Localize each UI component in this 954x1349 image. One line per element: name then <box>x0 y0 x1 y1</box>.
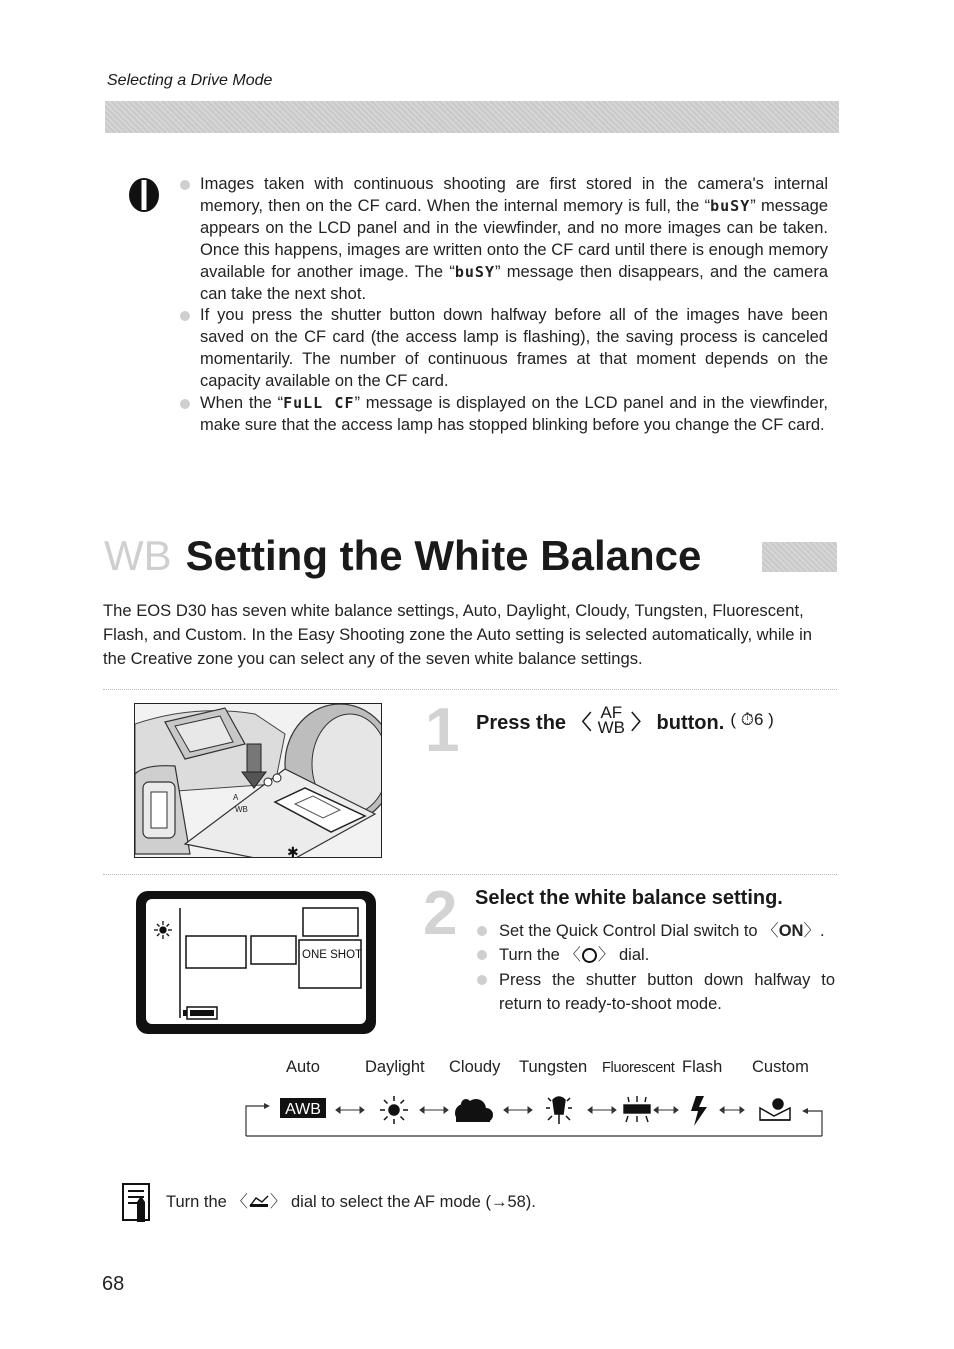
caution-item: If you press the shutter button down halfway before all of the images have been saved on the CF card (the access lamp is flashing), the saving process is canceled momentarily. The number of continuous frames at that moment depends on the capacity available on the CF card. <box>178 305 828 393</box>
wb-cycle-diagram <box>244 1090 826 1140</box>
lcd-panel-illustration <box>135 890 377 1035</box>
wb-label-cloudy: Cloudy <box>449 1058 501 1076</box>
daylight-icon <box>380 1096 408 1124</box>
fluorescent-icon <box>624 1096 650 1122</box>
wb-label-tungsten: Tungsten <box>519 1058 588 1076</box>
lcd-busy-text: buSY <box>454 262 495 281</box>
arrow-both-icon <box>420 1107 448 1113</box>
one-shot-label: ONE SHOT <box>302 949 363 961</box>
step2-item: Press the shutter button down halfway to return to ready-to-shoot mode. <box>475 968 835 1017</box>
step1-title: Press the 〈 AF WB 〉 button. ( ⏱6 ) <box>476 703 774 737</box>
caution-list <box>178 174 828 437</box>
section-header-label: Selecting a Drive Mode <box>107 72 273 89</box>
camera-illustration <box>134 703 382 858</box>
section-title <box>104 528 701 584</box>
step-number-1: 1 <box>425 696 460 765</box>
wb-label-flash: Flash <box>682 1058 723 1076</box>
header-gray-bar <box>105 101 839 133</box>
step2-item: Set the Quick Control Dial switch to 〈ON〉. <box>475 919 835 943</box>
af-mode-dial-icon <box>248 1194 270 1208</box>
page-reference: ( ⏱6 ) <box>730 710 774 729</box>
arrow-both-icon <box>336 1107 364 1113</box>
step2-item: Turn the 〈 〉 dial. <box>475 943 835 967</box>
arrow-both-icon <box>654 1107 678 1113</box>
custom-wb-icon <box>760 1099 790 1120</box>
awb-icon <box>280 1098 326 1118</box>
quick-control-dial-icon <box>582 948 597 963</box>
svg-text:AWB: AWB <box>285 1101 321 1118</box>
camera-drawing <box>135 704 382 858</box>
wb-label-custom: Custom <box>752 1058 809 1076</box>
note-text: Turn the 〈 〉 dial to select the AF mode (→58). <box>166 1193 536 1211</box>
lcd-full-cf-text: FuLL CF <box>283 394 355 413</box>
caution-icon <box>128 177 160 213</box>
caution-item: When the “FuLL CF” message is displayed on the LCD panel and in the viewfinder, make sure that the access lamp has stopped blinking before you change the CF card. <box>178 393 828 437</box>
battery-icon <box>183 1007 217 1019</box>
step2-title: Select the white balance setting. <box>475 887 783 909</box>
wb-label-fluorescent: Fluorescent <box>602 1060 675 1076</box>
intro-paragraph: The EOS D30 has seven white balance settings, Auto, Daylight, Cloudy, Tungsten, Fluorescent, Flash, and Custom. In the Easy Shooting zone the Auto setting is selected automatically, while in the Creative zone you can select any of the seven white balance settings. <box>103 601 813 668</box>
note-icon <box>120 1182 154 1224</box>
wb-title-mark: WB <box>104 532 172 579</box>
camera-mode-label: A <box>233 793 239 802</box>
lcd-busy-text: buSY <box>710 196 751 215</box>
wb-label-daylight: Daylight <box>365 1058 425 1076</box>
wb-label-auto: Auto <box>286 1058 320 1076</box>
cloudy-icon <box>455 1099 493 1122</box>
camera-wb-label: WB <box>235 805 248 814</box>
af-wb-button-label: AF WB <box>597 703 625 737</box>
title-end-bar <box>762 542 837 572</box>
page-number: 68 <box>102 1273 125 1295</box>
arrow-both-icon <box>504 1107 532 1113</box>
step2-list <box>475 919 835 1017</box>
star-icon: ✱ <box>287 844 299 858</box>
caution-item: Images taken with continuous shooting are first stored in the camera's internal memory, then on the CF card. When the internal memory is full, the “buSY” message appears on the LCD panel and in the viewfinder, and no more images can be taken. Once this happens, images are written onto the CF card until there is enough memory available for another image. The “buSY” message then disappears, and the camera can take the next shot. <box>178 174 828 305</box>
divider <box>103 689 837 690</box>
arrow-both-icon <box>720 1107 744 1113</box>
step-number-2: 2 <box>423 879 458 948</box>
arrow-both-icon <box>588 1107 616 1113</box>
page-title: Setting the White Balance <box>185 532 702 579</box>
divider <box>103 874 837 875</box>
tungsten-icon <box>546 1097 572 1124</box>
flash-icon <box>691 1096 707 1126</box>
